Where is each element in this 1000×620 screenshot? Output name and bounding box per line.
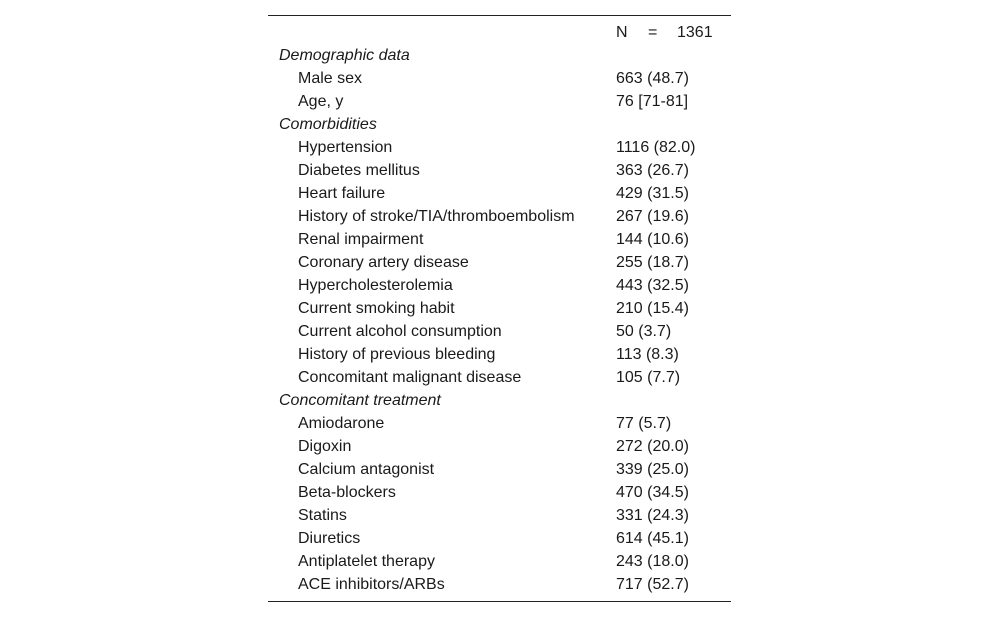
row-value: 255 (18.7)	[616, 254, 689, 271]
table-row	[268, 435, 731, 458]
row-label: Male sex	[298, 70, 363, 87]
row-label: Concomitant malignant disease	[298, 369, 522, 386]
row-label: ACE inhibitors/ARBs	[298, 576, 445, 593]
baseline-characteristics-table	[268, 15, 731, 602]
section-header-row	[268, 113, 731, 136]
table-row	[268, 67, 731, 90]
section-title: Demographic data	[279, 47, 410, 64]
row-label: Antiplatelet therapy	[298, 553, 435, 570]
table-row	[268, 205, 731, 228]
row-value: 243 (18.0)	[616, 553, 689, 570]
row-value: 144 (10.6)	[616, 231, 689, 248]
row-label: Calcium antagonist	[298, 461, 435, 478]
n-value: 1361	[677, 24, 713, 41]
row-value: 1116 (82.0)	[616, 139, 696, 156]
table-row	[268, 159, 731, 182]
row-value: 77 (5.7)	[616, 415, 672, 432]
table-row	[268, 343, 731, 366]
row-value: 105 (7.7)	[616, 369, 681, 386]
table-row	[268, 550, 731, 573]
section-header-row	[268, 389, 731, 412]
row-label: Coronary artery disease	[298, 254, 469, 271]
section-header-row	[268, 44, 731, 67]
table-row	[268, 228, 731, 251]
row-value: 363 (26.7)	[616, 162, 689, 179]
row-value: 210 (15.4)	[616, 300, 689, 317]
section-title: Comorbidities	[279, 116, 377, 133]
row-value: 717 (52.7)	[616, 576, 689, 593]
row-value: 267 (19.6)	[616, 208, 689, 225]
row-value: 113 (8.3)	[616, 346, 679, 363]
row-value: 50 (3.7)	[616, 323, 672, 340]
equals-sign: =	[648, 24, 658, 41]
table-body	[268, 44, 731, 596]
row-value: 339 (25.0)	[616, 461, 689, 478]
row-label: Diuretics	[298, 530, 361, 547]
row-label: Hypertension	[298, 139, 393, 156]
row-label: Digoxin	[298, 438, 352, 455]
table-row	[268, 251, 731, 274]
table-row	[268, 320, 731, 343]
table-row	[268, 527, 731, 550]
table-row	[268, 136, 731, 159]
row-value: 663 (48.7)	[616, 70, 689, 87]
row-label: Renal impairment	[298, 231, 424, 248]
row-label: Amiodarone	[298, 415, 385, 432]
row-value: 470 (34.5)	[616, 484, 689, 501]
row-value: 443 (32.5)	[616, 277, 689, 294]
table-row	[268, 182, 731, 205]
table-row	[268, 481, 731, 504]
row-value: 76 [71-81]	[616, 93, 689, 110]
row-label: History of previous bleeding	[298, 346, 496, 363]
table-row	[268, 458, 731, 481]
row-label: Beta-blockers	[298, 484, 396, 501]
table-row	[268, 504, 731, 527]
row-label: Heart failure	[298, 185, 386, 202]
row-label: Hypercholesterolemia	[298, 277, 453, 294]
table-row	[268, 366, 731, 389]
section-title: Concomitant treatment	[279, 392, 441, 409]
row-value: 272 (20.0)	[616, 438, 689, 455]
row-value: 429 (31.5)	[616, 185, 689, 202]
table-row	[268, 297, 731, 320]
table-row	[268, 274, 731, 297]
row-label: Statins	[298, 507, 347, 524]
row-label: Current smoking habit	[298, 300, 455, 317]
table-row	[268, 90, 731, 113]
row-label: Age, y	[298, 93, 344, 110]
table-row	[268, 573, 731, 596]
n-label: N	[616, 24, 628, 41]
table-header-row	[268, 21, 731, 44]
row-label: History of stroke/TIA/thromboembolism	[298, 208, 575, 225]
row-value: 331 (24.3)	[616, 507, 689, 524]
table-row	[268, 412, 731, 435]
row-label: Diabetes mellitus	[298, 162, 420, 179]
row-label: Current alcohol consumption	[298, 323, 502, 340]
row-value: 614 (45.1)	[616, 530, 689, 547]
sample-size-header	[616, 21, 713, 44]
